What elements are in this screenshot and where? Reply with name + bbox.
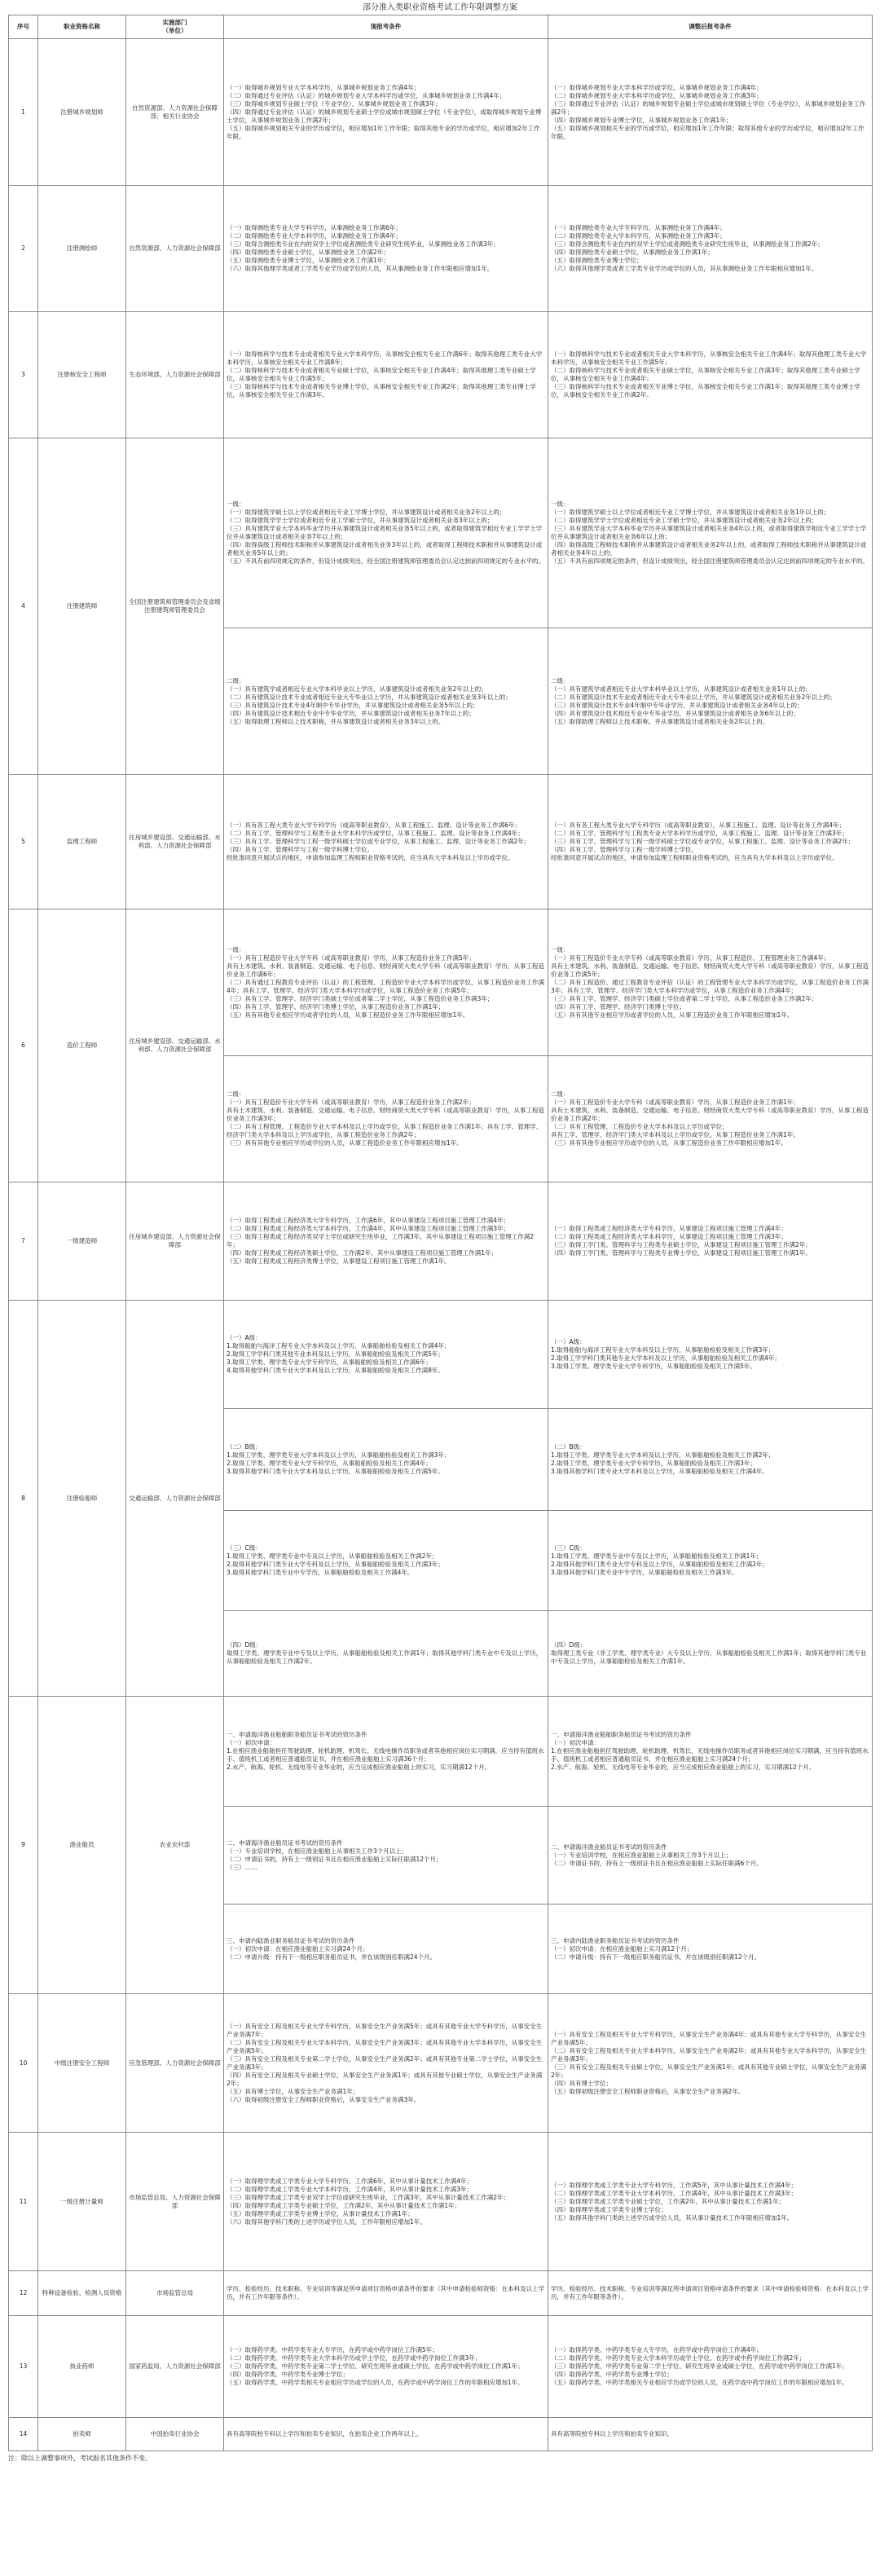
cell-current-requirement: （二）B级： 1.取得工学类、理学类专业大学本科及以上学历，从事船舶检验及相关工作满3年； 2.取得工学类、理学类专业大学专科学历，从事船舶检验及相关工作满4年； 3.取得其他学科门类专业大学本科及以上学历，从事船舶检验及相关工作满5年。 bbox=[224, 1409, 548, 1511]
cell-current-requirement: （一）取得药学类、中药学类专业大专学历，在药学或中药学岗位工作满5年； （二）取得药学类、中药学类专业大学本科学历或学士学位，在药学或中药学岗位工作满3年； （三）取得药学类、中药学类专业第二学士学位、研究生班毕业或硕士学位，在药学或中药学岗位工作满1年； （四）取得药学类、中药学类专业博士学位； （五）取得药学类、中药学类相关专业相应学历或学位的人员，在药学或中药学岗位工作的年限相应增加1年。 bbox=[224, 2316, 548, 2418]
table-row bbox=[9, 2271, 873, 2316]
cell-seq: 11 bbox=[9, 2133, 38, 2271]
cell-seq: 12 bbox=[9, 2271, 38, 2316]
cell-adjusted-requirement: 二级： （一）具有工程造价专业大学专科（或高等职业教育）学历，从事工程造价业务工作满1年； 具有土木建筑、水利、装备制造、交通运输、电子信息、财经商贸大类大学专科（或高等职业教育）学历，从事工程造价业务工作满2年； （二）具有工程管理、工程造价专业大学本科及以上学历或学位； 具有工学、管理学、经济学门类大学本科及以上学历或学位，从事工程造价业务工作满1年； （三）具有其他专业相应学历或学位的人员，从事工程造价业务工作年限相应增加1年。 bbox=[548, 1056, 873, 1182]
cell-department: 全国注册建筑师管理委员会及省级注册建筑师管理委员会 bbox=[126, 438, 224, 775]
table-row bbox=[9, 438, 873, 628]
cell-current-requirement: （一）取得工程类或工程经济类大学专科学历，工作满6年，其中从事建设工程项目施工管理工作满4年； （二）取得工程类或工程经济类大学本科学历，工作满4年，其中从事建设工程项目施工管理工作满3年； （三）取得工程类或工程经济类双学士学位或研究生班毕业，工作满3年，其中从事建设工程项目施工管理工作满2年； （四）取得工程类或工程经济类硕士学位，工作满2年，其中从事建设工程项目施工管理工作满1年； （五）取得工程类或工程经济类博士学位，从事建设工程项目施工管理工作满1年。 bbox=[224, 1182, 548, 1301]
col-header-old: 现报考条件 bbox=[224, 15, 548, 39]
cell-department: 市场监管总局 bbox=[126, 2271, 224, 2316]
cell-adjusted-requirement: （二）B级： 1.取得工学类、理学类专业大学本科及以上学历，从事船舶检验及相关工作满2年； 2.取得工学类、理学类专业大学专科学历，从事船舶检验及相关工作满3年； 3.取得其他学科门类专业大学本科及以上学历，从事船舶检验及相关工作满4年。 bbox=[548, 1409, 873, 1511]
cell-current-requirement: （一）取得城乡规划专业大学本科学历，从事城乡规划业务工作满4年； （二）取得通过专业评估（认证）的城乡规划专业大学本科学历或学位，从事城乡规划业务工作满4年； （三）取得城乡规划专业硕士学位（专业学位），从事城乡规划业务工作满3年； （四）取得通过专业评估（认证）的城乡规划专业硕士学位或城市规划硕士学位（专业学位），或取得城乡规划专业博士学位，从事城乡规划业务工作满2年； （五）取得城乡规划相关专业的学历或学位，相应增加1年工作年限；取得其他专业的学历或学位，相应增加2年工作年限。 bbox=[224, 39, 548, 186]
cell-qualification-name: 注册建筑师 bbox=[38, 438, 126, 775]
cell-seq: 6 bbox=[9, 909, 38, 1182]
cell-current-requirement: （一）取得理学类或工学类专业大学专科学历，工作满6年，其中从事计量技术工作满4年； （二）取得理学类或工学类专业大学本科学历，工作满4年，其中从事计量技术工作满3年； （三）取得理学类或工学类专业双学士学位或研究生班毕业，工作满3年，其中从事计量技术工作满2年； （四）取得理学类或工学类专业硕士学位，工作满2年，其中从事计量技术工作满1年； （五）取得理学类或工学类专业博士学位，从事计量技术工作满1年； （六）取得其他学科门类的上述学历或学位人员，工作年限相应增加1年。 bbox=[224, 2133, 548, 2271]
adjustment-table bbox=[8, 15, 873, 2451]
cell-adjusted-requirement: （一）具有安全工程及相关专业大学专科学历，从事安全生产业务满4年；或具有其他专业大学专科学历，从事安全生产业务满5年； （二）具有安全工程及相关专业大学本科学历，从事安全生产业务满2年；或具有其他专业大学本科学历，从事安全生产业务满3年； （三）具有安全工程及相关专业硕士学位，从事安全生产业务满1年；或具有其他专业硕士学位，从事安全生产业务满2年； （四）具有博士学位； （五）取得初级注册安全工程师职业资格后，从事安全生产业务满2年。 bbox=[548, 1994, 873, 2133]
cell-adjusted-requirement: （三）C级： 1.取得工学类、理学类专业中专及以上学历，从事船舶检验及相关工作满1年； 2.取得其他学科门类专业大学专科及以上学历，从事船舶检验及相关工作满2年； 3.取得其他学科门类专业中专学历，从事船舶检验及相关工作满3年。 bbox=[548, 1511, 873, 1611]
cell-qualification-name: 一级建造师 bbox=[38, 1182, 126, 1301]
cell-qualification-name: 注册测绘师 bbox=[38, 186, 126, 312]
cell-department: 生态环境部、人力资源社会保障部 bbox=[126, 312, 224, 438]
cell-qualification-name: 拍卖师 bbox=[38, 2418, 126, 2451]
cell-department: 住房城乡建设部、人力资源社会保障部 bbox=[126, 1182, 224, 1301]
cell-adjusted-requirement: （一）取得核科学与技术专业或者相关专业大学本科学历，从事核安全相关专业工作满4年；取得其他理工类专业大学本科学历，从事核安全相关专业工作满5年； （二）取得核科学与技术专业或者相关专业硕士学位，从事核安全相关专业工作满3年；取得其他理工类专业硕士学位，从事核安全相关专业工作满4年； （三）取得核科学与技术专业或者相关专业博士学位，从事核安全相关专业工作满1年；取得其他理工类专业博士学位，从事核安全相关专业工作满2年。 bbox=[548, 312, 873, 438]
cell-qualification-name: 中级注册安全工程师 bbox=[38, 1994, 126, 2133]
cell-qualification-name: 一级注册计量师 bbox=[38, 2133, 126, 2271]
cell-current-requirement: 一级： （一）具有工程造价专业大学专科（或高等职业教育）学历，从事工程造价业务工作满5年； 具有土木建筑、水利、装备制造、交通运输、电子信息、财经商贸大类大学专科（或高等职业教育）学历，从事工程造价业务工作满6年； （二）具有通过工程教育专业评估（认证）的工程管理、工程造价专业大学本科学历或学位，从事工程造价业务工作满4年；具有工学、管理学、经济学门类大学本科学历或学位，从事工程造价业务工作满5年； （三）具有工学、管理学、经济学门类硕士学位或者第二学士学位，从事工程造价业务工作满3年； （四）具有工学、管理学、经济学门类博士学位，从事工程造价业务工作满1年； （五）具有其他专业相应学历或者学位的人员，从事工程造价业务工作年限相应增加1年。 bbox=[224, 909, 548, 1056]
table-row bbox=[9, 1697, 873, 1807]
table-row bbox=[9, 39, 873, 186]
cell-adjusted-requirement: 二、申请海洋渔业船员证书考试的资历条件 （一）专业培训学校，在相应渔业船舶上从事相关工作3个月以上； （二）申请证书的，持有上一级别证书且在相应渔业船舶上实际任职满6个月。 bbox=[548, 1807, 873, 1904]
cell-seq: 13 bbox=[9, 2316, 38, 2418]
table-row bbox=[9, 2133, 873, 2271]
cell-seq: 8 bbox=[9, 1301, 38, 1697]
cell-qualification-name: 监理工程师 bbox=[38, 775, 126, 909]
cell-qualification-name: 执业药师 bbox=[38, 2316, 126, 2418]
cell-qualification-name: 造价工程师 bbox=[38, 909, 126, 1182]
table-row bbox=[9, 2316, 873, 2418]
cell-adjusted-requirement: （一）具有各工程大类专业大学专科学历（或高等职业教育），从事工程施工、监理、设计等业务工作满4年； （二）具有工学、管理科学与工程类专业大学本科学历或学位，从事工程施工、监理、设计等业务工作满3年； （三）具有工学、管理科学与工程一级学科硕士学位或专业学位，从事工程施工、监理、设计等业务工作满2年； （四）具有工学、管理科学与工程一级学科博士学位。 经批准同意开展试点的地区，申请参加监理工程师职业资格考试的，应当具有大学本科及以上学历或学位。 bbox=[548, 775, 873, 909]
cell-adjusted-requirement: 一、申请海洋渔业船舶职务船员证书考试的资历条件 （一）初次申请： 1.在相应渔业船舶担任驾驶助理、轮机助理、机驾长、无线电操作员职务或者其他相应岗位实习期满，应当持有值班水手、值班机工或者相应普通船员证书，并在相应渔业船舶上实习满24个月； 2.水产、航海、轮机、无线电等专业毕业的，应当完成相应渔业船舶上的实习，实习期满12个月。 bbox=[548, 1697, 873, 1807]
cell-department: 应急管理部、人力资源社会保障部 bbox=[126, 1994, 224, 2133]
cell-qualification-name: 注册核安全工程师 bbox=[38, 312, 126, 438]
cell-seq: 5 bbox=[9, 775, 38, 909]
cell-adjusted-requirement: （一）取得工程类或工程经济类大学专科学历，从事建设工程项目施工管理工作满4年； （二）取得工程类或工程经济类大学本科学历，从事建设工程项目施工管理工作满3年； （三）取得工学门类、管理科学与工程类专业硕士学位，从事建设工程项目施工管理工作满2年； （四）取得工学门类、管理科学与工程类专业博士学位，从事建设工程项目施工管理工作满1年。 bbox=[548, 1182, 873, 1301]
col-header-seq: 序号 bbox=[9, 15, 38, 39]
cell-seq: 9 bbox=[9, 1697, 38, 1994]
cell-adjusted-requirement: 一级： （一）具有工程造价专业大学专科（或高等职业教育）学历，从事工程造价、工程管理业务工作满4年； 具有土木建筑、水利、装备制造、交通运输、电子信息、财经商贸大类大学专科（或高等职业教育）学历，从事工程造价业务工作满5年； （二）具有工程造价、通过工程教育专业评估（认证）的工程管理专业大学本科学历或学位，从事工程造价业务工作满3年；具有工学、管理学、经济学门类大学本科学历或学位，从事工程造价业务工作满4年； （三）具有工学、管理学、经济学门类硕士学位或者第二学士学位，从事工程造价业务工作满2年； （四）具有工学、管理学、经济学门类博士学位； （五）具有其他专业相应学历或者学位的人员，从事工程造价业务工作年限相应增加1年。 bbox=[548, 909, 873, 1056]
table-row bbox=[9, 186, 873, 312]
cell-department: 市场监管总局、人力资源社会保障部 bbox=[126, 2133, 224, 2271]
cell-current-requirement: 二、申请海洋渔业船员证书考试的资历条件 （一）专业培训学校，在相应渔业船舶上从事相关工作3个月以上； （二）申请证书的，持有上一级别证书且在相应渔业船舶上实际任职满12个月； （三）…… bbox=[224, 1807, 548, 1904]
cell-adjusted-requirement: （一）取得测绘类专业大学专科学历，从事测绘业务工作满4年； （二）取得测绘类专业大学本科学历，从事测绘业务工作满3年； （三）取得含测绘类专业在内的双学士学位或者测绘类专业研究生班毕业，从事测绘业务工作满2年； （四）取得测绘类专业硕士学位，从事测绘业务工作满1年； （五）取得测绘类专业博士学位； （六）取得其他理学类或者工学类专业学历或学位的人员，其从事测绘业务工作年限相应增加1年。 bbox=[548, 186, 873, 312]
cell-current-requirement: （三）C级： 1.取得工学类、理学类专业中专及以上学历，从事船舶检验及相关工作满2年； 2.取得其他学科门类专业大学专科及以上学历，从事船舶检验及相关工作满3年； 3.取得其他学科门类专业中专学历，从事船舶检验及相关工作满4年。 bbox=[224, 1511, 548, 1611]
cell-seq: 7 bbox=[9, 1182, 38, 1301]
cell-qualification-name: 渔业船员 bbox=[38, 1697, 126, 1994]
cell-department: 住房城乡建设部、交通运输部、水利部、人力资源社会保障部 bbox=[126, 775, 224, 909]
cell-current-requirement: （一）具有安全工程及相关专业大学专科学历，从事安全生产业务满5年；或具有其他专业大学专科学历，从事安全生产业务满7年； （二）具有安全工程及相关专业大学本科学历，从事安全生产业务满3年；或具有其他专业大学本科学历，从事安全生产业务满5年； （三）具有安全工程及相关专业第二学士学位，从事安全生产业务满2年；或具有其他专业第二学士学位，从事安全生产业务满3年； （四）具有安全工程及相关专业硕士学位，从事安全生产业务满1年；或具有其他专业硕士学位，从事安全生产业务满2年； （五）具有博士学位，从事安全生产业务满1年； （六）取得初级注册安全工程师职业资格后，从事安全生产业务满3年。 bbox=[224, 1994, 548, 2133]
col-header-new: 调整后报考条件 bbox=[548, 15, 873, 39]
cell-adjusted-requirement: （一）取得城乡规划专业大学本科学历或学位，从事城乡规划业务工作满4年； （二）取得城乡规划专业大学本科学历或学位，从事城乡规划业务工作满3年； （三）取得通过专业评估（认证）的城乡规划专业硕士学位或城市规划硕士学位（专业学位），从事城乡规划业务工作满2年； （四）取得城乡规划专业博士学位，从事城乡规划业务工作满1年； （五）取得城乡规划相关专业的学历或学位，相应增加1年工作年限；取得其他专业的学历或学位，相应增加2年工作年限。 bbox=[548, 39, 873, 186]
cell-adjusted-requirement: 二级： （一）具有建筑学或者相近专业大学本科毕业以上学历，从事建筑设计或者相关业务1年以上的； （二）具有建筑设计技术专业或者相近专业大专毕业以上学历，并从事建筑设计或者相关业务2年以上的； （三）具有建筑设计技术专业4年制中专毕业学历，并从事建筑设计或者相关业务4年以上的； （四）具有建筑设计技术相近专业中专毕业学历，并从事建筑设计或者相关业务6年以上的； （五）取得助理工程师以上技术职称，并从事建筑设计或者相关业务2年以上的。 bbox=[548, 628, 873, 775]
cell-current-requirement: 一级： （一）取得建筑学硕士以上学位或者相近专业工学博士学位，并从事建筑设计或者相关业务2年以上的； （二）取得建筑学学士学位或者相近专业工学硕士学位，并从事建筑设计或者相关业务3年以上的； （三）具有建筑学业大学本科毕业学历并从事建筑设计或者相关业务5年以上的，或者取得建筑学相近专业工学学士学位并从事建筑设计或者相关业务7年以上的； （四）取得高级工程师技术职称并从事建筑设计或者相关业务3年以上的，或者取得工程师技术职称并从事建筑设计或者相关业务5年以上的； （五）不具有前四项规定的条件，但设计成绩突出，经全国注册建筑师管理委员会认定达到前四项规定的专业水平的。 bbox=[224, 438, 548, 628]
cell-current-requirement: 二级： （一）具有建筑学或者相近专业大学本科毕业以上学历，从事建筑设计或者相关业务2年以上的； （二）具有建筑设计技术专业或者相近专业大专毕业以上学历，并从事建筑设计或者相关业务3年以上的； （三）具有建筑设计技术专业4年制中专毕业学历，并从事建筑设计或者相关业务5年以上的； （四）具有建筑设计技术相近专业中专毕业学历，并从事建筑设计或者相关业务7年以上的； （五）取得助理工程师以上技术职称，并从事建筑设计或者相关业务3年以上的。 bbox=[224, 628, 548, 775]
cell-department: 农业农村部 bbox=[126, 1697, 224, 1994]
cell-seq: 4 bbox=[9, 438, 38, 775]
cell-department: 中国拍卖行业协会 bbox=[126, 2418, 224, 2451]
cell-department: 交通运输部、人力资源社会保障部 bbox=[126, 1301, 224, 1697]
cell-qualification-name: 注册验船师 bbox=[38, 1301, 126, 1697]
table-row bbox=[9, 1994, 873, 2133]
col-header-name: 职业资格名称 bbox=[38, 15, 126, 39]
cell-seq: 1 bbox=[9, 39, 38, 186]
cell-current-requirement: （一）取得核科学与技术专业或者相关专业大学本科学历，从事核安全相关专业工作满6年；取得其他理工类专业大学本科学历，从事核安全相关专业工作满8年； （二）取得核科学与技术专业或者相关专业硕士学位，从事核安全相关专业工作满4年；取得其他理工类专业硕士学位，从事核安全相关专业工作满5年； （三）取得核科学与技术专业或者相关专业博士学位，从事核安全相关专业工作满2年；取得其他理工类专业博士学位，从事核安全相关专业工作满3年。 bbox=[224, 312, 548, 438]
table-row bbox=[9, 312, 873, 438]
table-row bbox=[9, 1301, 873, 1409]
cell-adjusted-requirement: （一）取得药学类、中药学类专业大专学历，在药学或中药学岗位工作满4年； （二）取得药学类、中药学类专业大学本科学历或学士学位，在药学或中药学岗位工作满2年； （三）取得药学类、中药学类专业第二学士学位、研究生班毕业或硕士学位，在药学或中药学岗位工作满1年； （四）取得药学类、中药学类专业博士学位； （五）取得药学类、中药学类相关专业相应学历或学位的人员，在药学或中药学岗位工作的年限相应增加1年。 bbox=[548, 2316, 873, 2418]
cell-current-requirement: 三、申请内陆渔业职务船员证书考试的资历条件 （一）初次申请：在相应渔业船舶上实习满24个月； （二）申请升级：持有下一级相应职务船员证书，并在该级别任职满24个月。 bbox=[224, 1904, 548, 1994]
table-row bbox=[9, 775, 873, 909]
cell-current-requirement: （四）D级： 取得工学类、理学类专业中专及以上学历，从事船舶检验及相关工作满1年；取得其他学科门类专业中专及以上学历，从事船舶检验及相关工作满2年。 bbox=[224, 1611, 548, 1697]
col-header-dept: 实施部门 （单位） bbox=[126, 15, 224, 39]
cell-current-requirement: （一）A级： 1.取得船舶与海洋工程专业大学本科及以上学历，从事船舶检验及相关工作满4年； 2.取得工学学科门类其他专业本科及以上学历，从事船舶检验及相关工作满5年； 3.取得工学类、理学类专业大学专科学历，从事船舶检验及相关工作满6年； 4.取得其他学科门类专业大学本科及以上学历，从事船舶检验及相关工作满8年。 bbox=[224, 1301, 548, 1409]
cell-department: 国家药监局、人力资源社会保障部 bbox=[126, 2316, 224, 2418]
cell-department: 自然资源部、人力资源社会保障部；相关行业协会 bbox=[126, 39, 224, 186]
cell-department: 自然资源部、人力资源社会保障部 bbox=[126, 186, 224, 312]
cell-adjusted-requirement: 一级： （一）取得建筑学硕士以上学位或者相近专业工学博士学位，并从事建筑设计或者相关业务1年以上的； （二）取得建筑学学士学位或者相近专业工学硕士学位，并从事建筑设计或者相关业务2年以上的； （三）具有建筑学业大学本科毕业学历并从事建筑设计或者相关业务4年以上的，或者取得建筑学相近专业工学学士学位并从事建筑设计或者相关业务6年以上的； （四）取得高级工程师技术职称并从事建筑设计或者相关业务2年以上的，或者取得工程师技术职称并从事建筑设计或者相关业务4年以上的； （五）不具有前四项规定的条件，但设计成绩突出，经全国注册建筑师管理委员会认定达到前四项规定的专业水平的。 bbox=[548, 438, 873, 628]
cell-qualification-name: 注册城乡规划师 bbox=[38, 39, 126, 186]
document-title: 部分准入类职业资格考试工作年限调整方案 bbox=[363, 3, 517, 12]
cell-adjusted-requirement: 三、申请内陆渔业职务船员证书考试的资历条件 （一）初次申请：在相应渔业船舶上实习满12个月； （二）申请升级：持有下一级相应职务船员证书，并在该级别任职满12个月。 bbox=[548, 1904, 873, 1994]
cell-seq: 10 bbox=[9, 1994, 38, 2133]
table-footnote: 注：除以上调整事项外，考试报名其他条件不变。 bbox=[8, 2455, 152, 2462]
cell-adjusted-requirement: （一）取得理学类或工学类专业大学专科学历，工作满5年，其中从事计量技术工作满4年； （二）取得理学类或工学类专业大学本科学历，工作满4年，其中从事计量技术工作满3年； （三）取得理学类或工学类专业硕士学位，工作满2年，其中从事计量技术工作满1年； （四）取得理学类或工学类专业博士学位； （五）取得其他学科门类的上述学历或学位人员，其从事计量技术工作年限相应增加1年。 bbox=[548, 2133, 873, 2271]
table-header-row bbox=[9, 15, 873, 39]
cell-qualification-name: 特种设备检验、检测人员资格 bbox=[38, 2271, 126, 2316]
cell-department: 住房城乡建设部、交通运输部、水利部、人力资源社会保障部 bbox=[126, 909, 224, 1182]
table-row bbox=[9, 1182, 873, 1301]
cell-seq: 3 bbox=[9, 312, 38, 438]
cell-current-requirement: 一、申请海洋渔业船舶职务船员证书考试的资历条件 （一）初次申请： 1.在相应渔业船舶担任驾驶助理、轮机助理、机驾长、无线电操作员职务或者其他相应岗位实习期满，应当持有值班水手、值班机工或者相应普通船员证书，并在相应渔业船舶上实习满36个月； 2.水产、航海、轮机、无线电等专业毕业的，应当完成相应渔业船舶上的实习，实习期满12个月。 bbox=[224, 1697, 548, 1807]
cell-adjusted-requirement: （四）D级： 取得理工类专业（非工学类、理学类专业）大专及以上学历，从事船舶检验及相关工作满1年；取得其他学科门类专业中专及以上学历，从事船舶检验及相关工作满1年。 bbox=[548, 1611, 873, 1697]
cell-adjusted-requirement: （一）A级： 1.取得船舶与海洋工程专业大学本科及以上学历，从事船舶检验及相关工作满3年； 2.取得工学学科门类其他专业大学本科及以上学历，从事船舶检验及相关工作满4年； 3.取得工学类、理学类专业大学专科学历，从事船舶检验及相关工作满5年。 bbox=[548, 1301, 873, 1409]
cell-current-requirement: 学历、检验经历、技术职称、专业培训等满足所申请项目资格申请条件的要求（其中申请检验师资格：在本科及以上学历，并有工作年限等条件）。 bbox=[224, 2271, 548, 2316]
cell-adjusted-requirement: 具有高等院校专科以上学历和拍卖专业知识。 bbox=[548, 2418, 873, 2451]
cell-seq: 14 bbox=[9, 2418, 38, 2451]
table-row bbox=[9, 909, 873, 1056]
cell-current-requirement: （一）取得测绘类专业大学专科学历，从事测绘业务工作满6年； （二）取得测绘类专业大学本科学历，从事测绘业务工作满4年； （三）取得含测绘类专业在内的双学士学位或者测绘类专业研究生班毕业，从事测绘业务工作满3年； （四）取得测绘类专业硕士学位，从事测绘业务工作满2年； （五）取得测绘类专业博士学位，从事测绘业务工作满1年； （六）取得其他理学类或者工学类专业学历或学位的人员，其从事测绘业务工作年限相应增加1年。 bbox=[224, 186, 548, 312]
table-body bbox=[9, 39, 873, 2451]
cell-adjusted-requirement: 学历、检验经历、技术职称、专业培训等满足所申请项目资格申请条件的要求（其中申请检验师资格：在本科及以上学历，并有工作年限等条件）。 bbox=[548, 2271, 873, 2316]
cell-current-requirement: 二级： （一）具有工程造价专业大学专科（或高等职业教育）学历，从事工程造价业务工作满2年； 具有土木建筑、水利、装备制造、交通运输、电子信息、财经商贸大类大学专科（或高等职业教育）学历，从事工程造价业务工作满3年； （二）具有工程管理、工程造价专业大学本科及以上学历或学位，从事工程造价业务工作满1年；具有工学、管理学、经济学门类大学本科及以上学历或学位，从事工程造价业务工作满2年； （三）具有其他专业相应学历或学位的人员，从事工程造价业务工作年限相应增加1年。 bbox=[224, 1056, 548, 1182]
table-row bbox=[9, 2418, 873, 2451]
cell-current-requirement: 具有高等院校专科以上学历和拍卖专业知识，在拍卖企业工作两年以上。 bbox=[224, 2418, 548, 2451]
cell-seq: 2 bbox=[9, 186, 38, 312]
cell-current-requirement: （一）具有各工程大类专业大学专科学历（或高等职业教育），从事工程施工、监理、设计等业务工作满6年； （二）具有工学、管理科学与工程类专业大学本科学历或学位，从事工程施工、监理、设计等业务工作满4年； （三）具有工学、管理科学与工程一级学科硕士学位或专业学位，从事工程施工、监理、设计等业务工作满2年； （四）具有工学、管理科学与工程一级学科博士学位。 经批准同意开展试点的地区，申请参加监理工程师职业资格考试的，应当具有大学本科及以上学历或学位。 bbox=[224, 775, 548, 909]
